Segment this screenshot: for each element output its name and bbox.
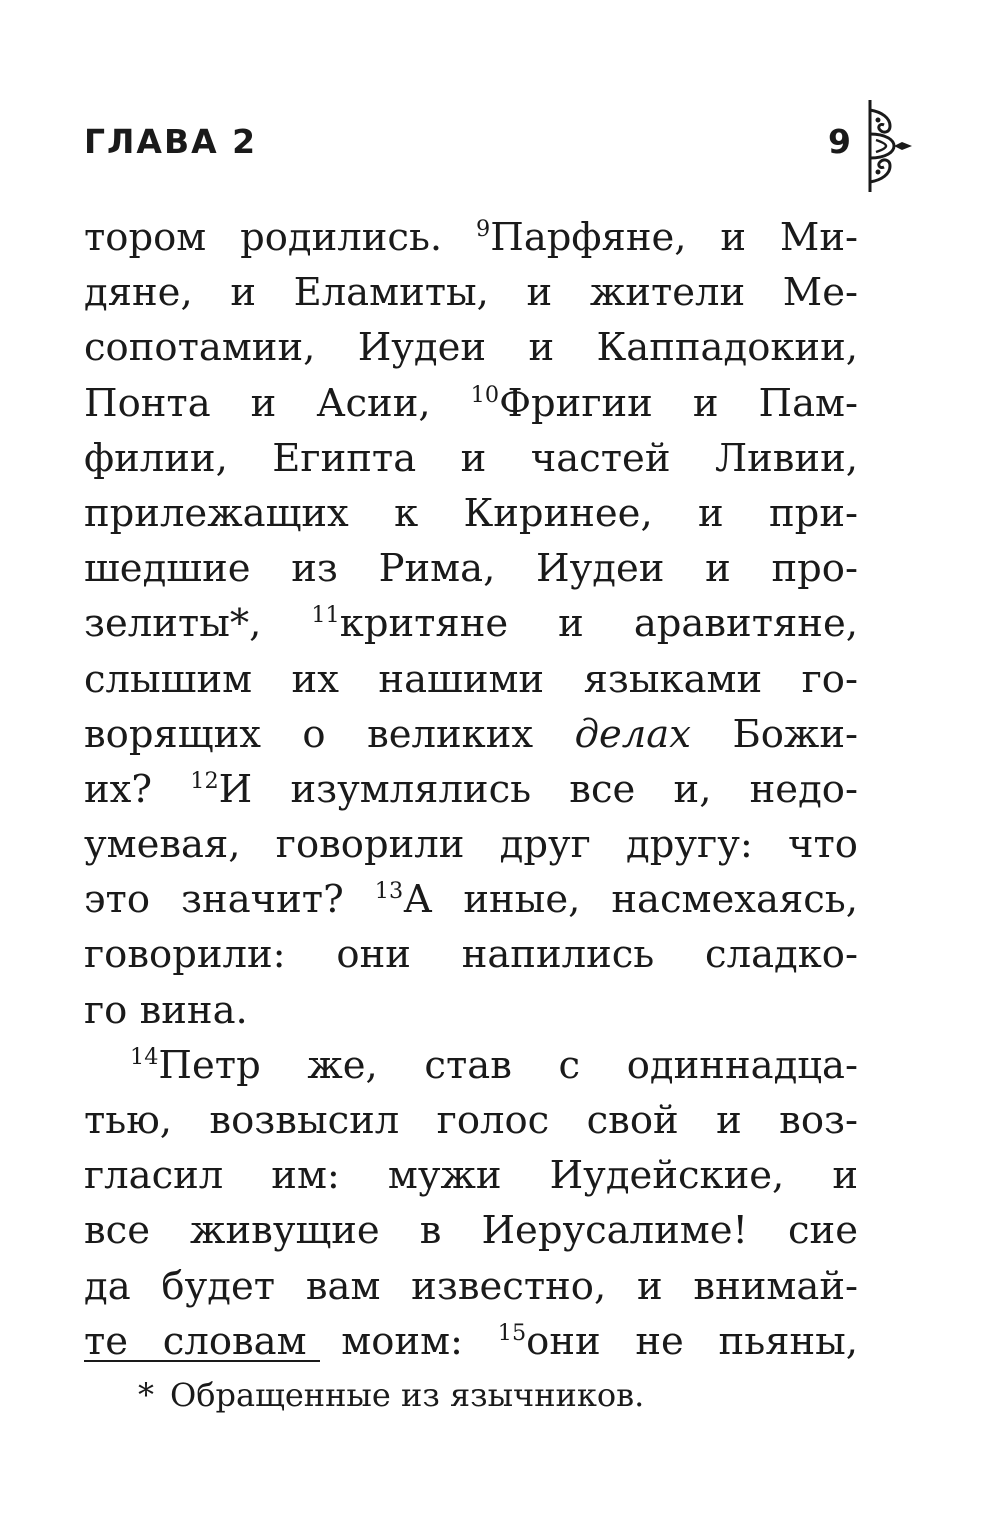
text-line: те словам моим: $^{15}$они не пьяны, xyxy=(84,1318,858,1364)
verse-number: 9 xyxy=(476,216,491,243)
verse-number: 11 xyxy=(311,602,340,629)
text-line: говорили: они напились сладко- xyxy=(84,932,858,978)
verse-number: 14 xyxy=(130,1043,159,1070)
verse-number: 15 xyxy=(497,1319,527,1346)
text-line: прилежащих к Киринее, и при- xyxy=(84,490,858,536)
verse-number: 12 xyxy=(190,768,219,795)
footnote xyxy=(138,1376,644,1414)
text-line: их? $^{12}$И изумлялись все и, недо- xyxy=(84,766,858,812)
verse-number: 10 xyxy=(470,381,500,408)
page-number: 9 xyxy=(828,122,851,161)
text-line: умевая, говорили друг другу: что xyxy=(84,822,858,868)
text-line: ворящих о великих делах Божи- xyxy=(84,711,858,757)
text-line: сопотамии, Иудеи и Каппадокии, xyxy=(84,325,858,371)
text-line: Понта и Асии, $^{10}$Фригии и Пам- xyxy=(84,380,858,426)
italic-word: делах xyxy=(574,711,691,757)
chapter-heading: ГЛАВА 2 xyxy=(84,122,258,161)
text-line: зелиты*, $^{11}$критяне и аравитяне, xyxy=(84,601,858,647)
text-line: дяне, и Еламиты, и жители Ме- xyxy=(84,270,858,316)
text-line: тором родились. $^9$Парфяне, и Ми- xyxy=(84,215,858,260)
text-line: тью, возвысил голос свой и воз- xyxy=(84,1098,858,1143)
text-line: все живущие в Иерусалиме! сие xyxy=(84,1208,858,1254)
text-line: го вина. xyxy=(84,987,248,1033)
footnote-divider xyxy=(84,1360,320,1362)
text-line: слышим их нашими языками го- xyxy=(84,656,858,702)
scripture-text xyxy=(84,210,858,1369)
page-ornament-icon xyxy=(860,98,920,194)
text-line: филии, Египта и частей Ливии, xyxy=(84,435,858,481)
text-line: да будет вам известно, и внимай- xyxy=(84,1263,858,1309)
footnote-marker: * xyxy=(138,1376,154,1414)
text-line: это значит? $^{13}$А иные, насмехаясь, xyxy=(84,877,858,923)
verse-number: 13 xyxy=(374,878,404,905)
text-line: $^{14}$Петр же, став с одиннадца- xyxy=(130,1042,858,1088)
text-line: шедшие из Рима, Иудеи и про- xyxy=(84,546,858,592)
footnote-text: Обращенные из язычников. xyxy=(170,1376,645,1414)
text-line: гласил им: мужи Иудейские, и xyxy=(84,1153,858,1199)
